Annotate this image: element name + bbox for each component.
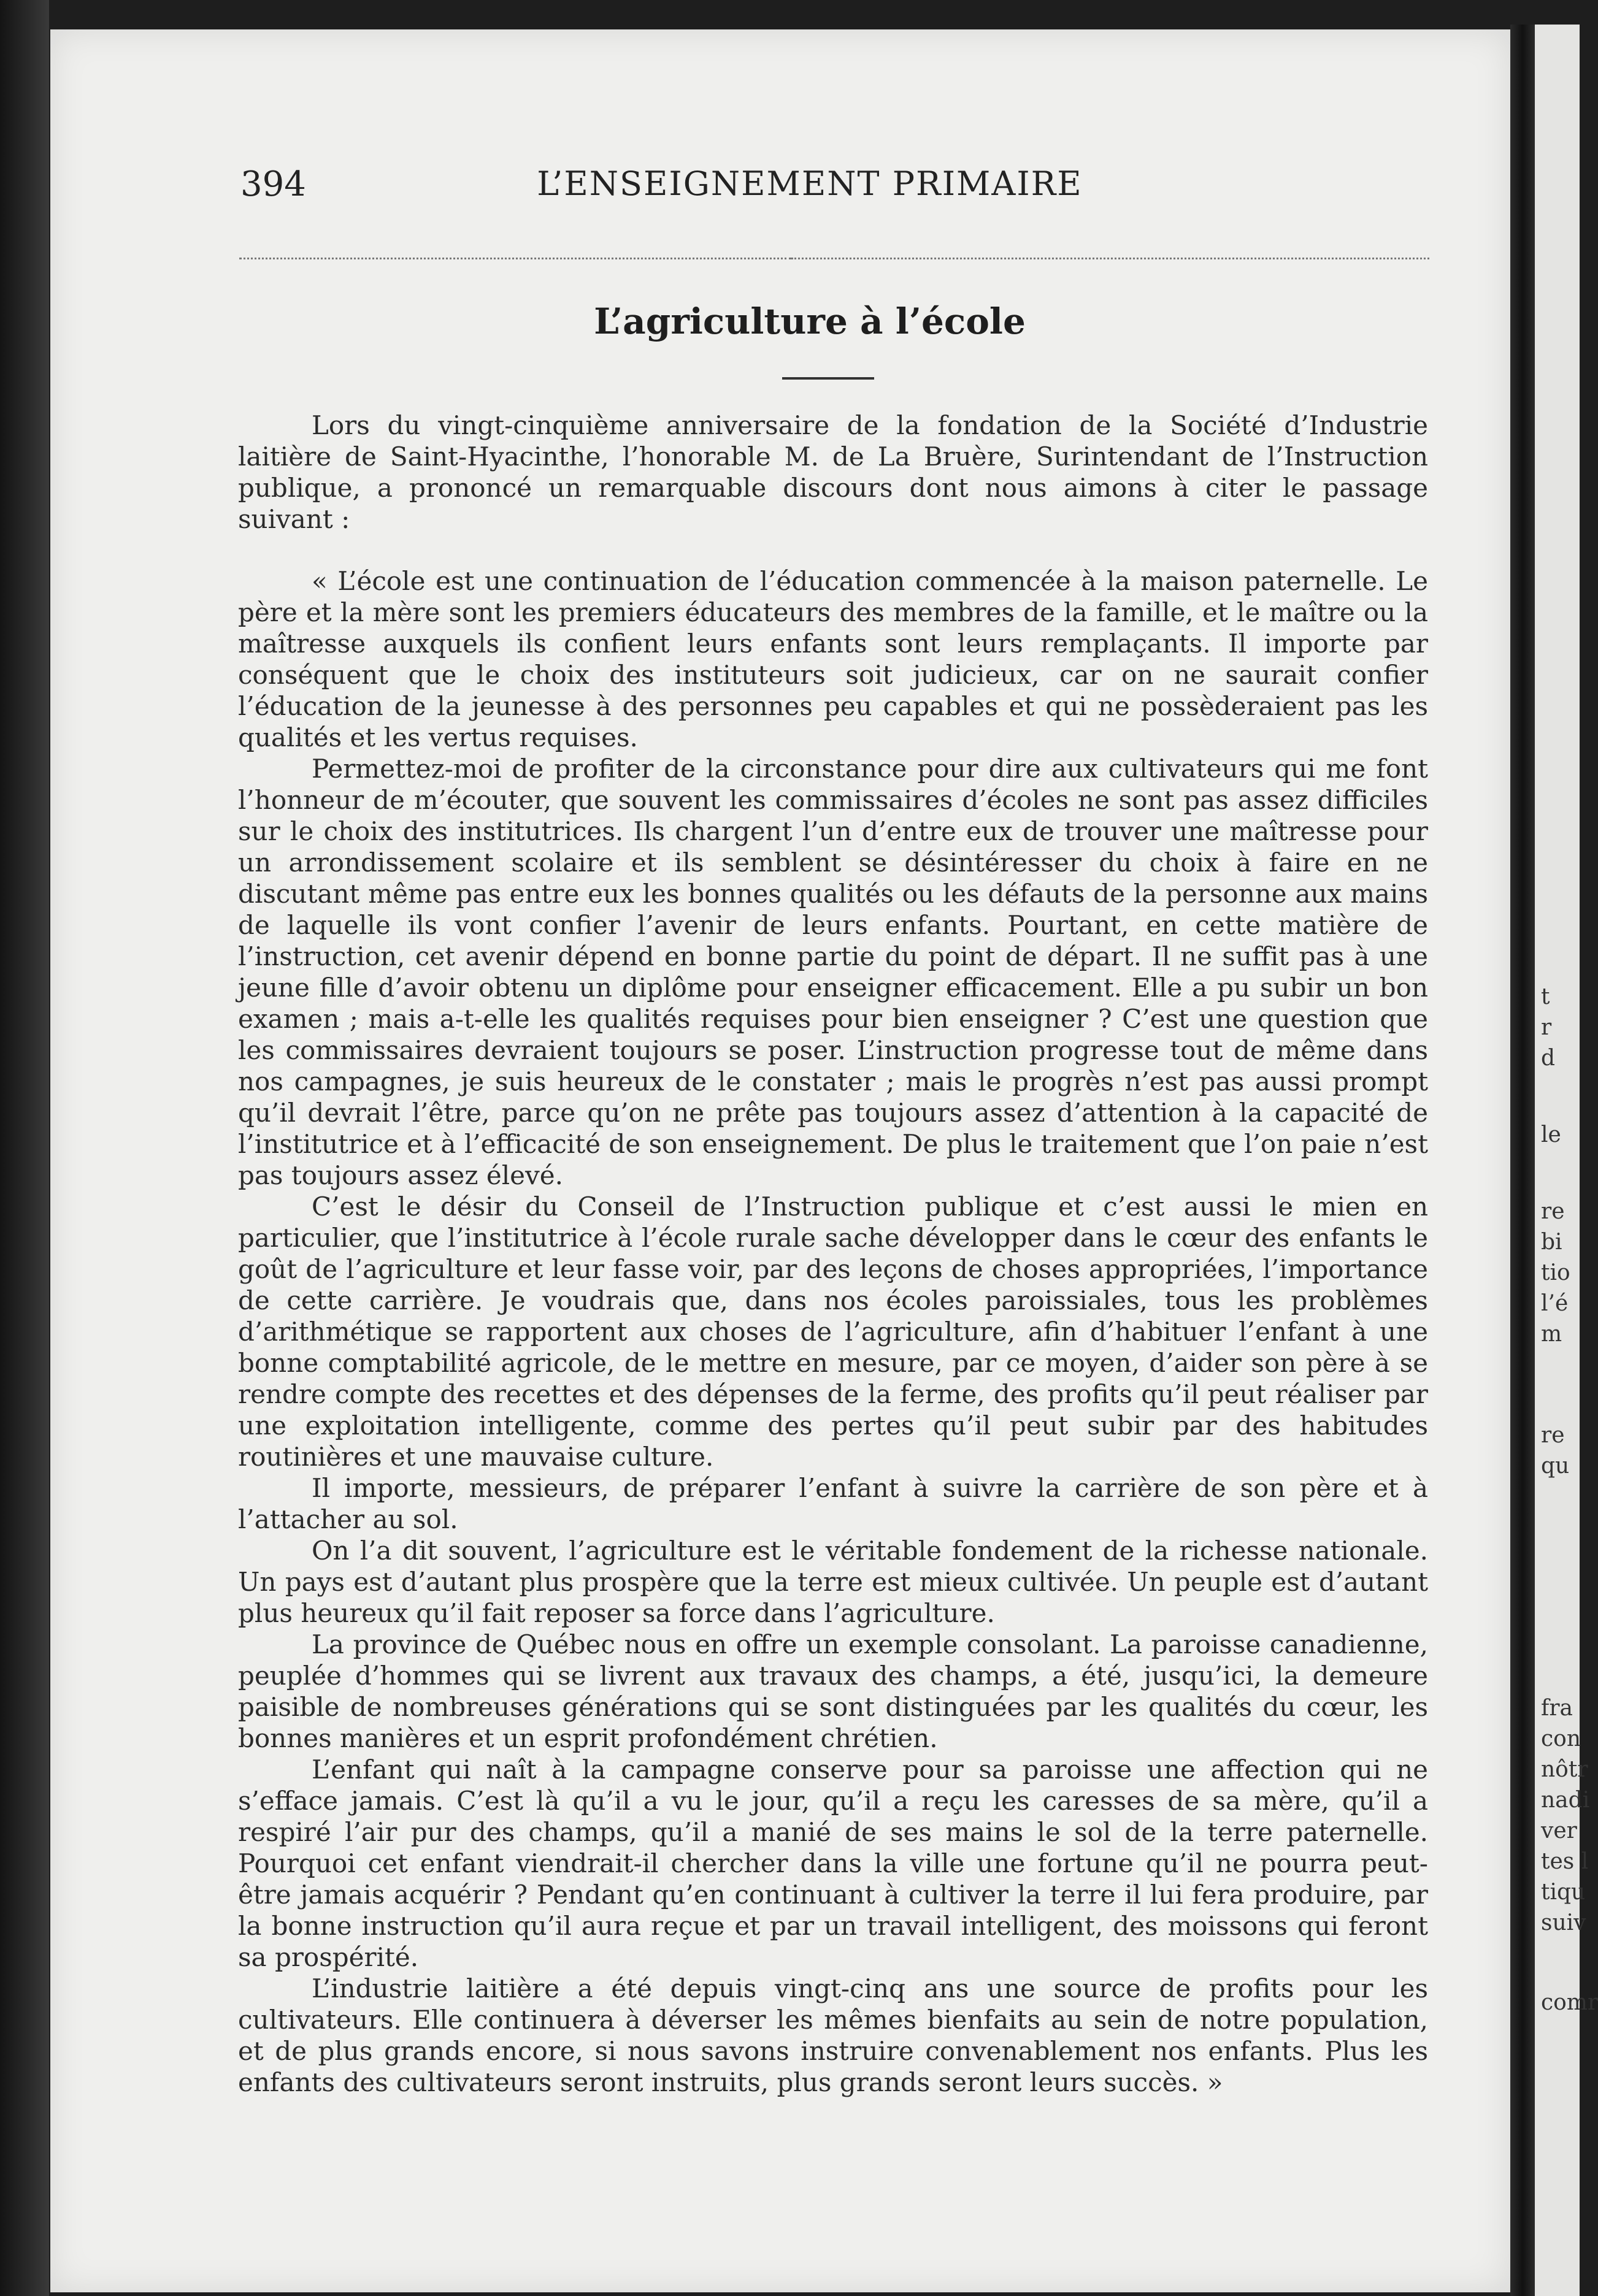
facing-page-fragment: tiqu	[1541, 1880, 1586, 1905]
facing-page-fragment: re	[1541, 1199, 1565, 1224]
article-title: L’agriculture à l’école	[594, 300, 1026, 342]
body-paragraph: L’industrie laitière a été depuis vingt-cinq ans une source de profits pour les cultivateurs. Elle continuera à déverser les mêmes bienfaits au sein de notre population, et de plus grands encore, si nous savons instruire convenablement nos enfants. Plus les enfants des cultivateurs seront instruits, plus grands seront leurs succès. »	[238, 1973, 1428, 2097]
scanner-frame-left	[0, 0, 49, 2296]
facing-page-fragment: tio	[1541, 1260, 1570, 1285]
intro-paragraph: Lors du vingt-cinquième anniversaire de la fondation de la Société d’Industrie laitière de Saint-Hyacinthe, l’honorable M. de La Bruère, Surintendant de l’Instruction publique, a prononcé un remarquable discours dont nous aimons à citer le passage suivant :	[238, 410, 1428, 534]
facing-page-fragment: m	[1541, 1322, 1562, 1347]
facing-page-fragment: l’é	[1541, 1291, 1569, 1316]
body-paragraph: « L’école est une continuation de l’éducation commencée à la maison paternelle. Le père et la mère sont les premiers éducateurs des membres de la famille, et le maître ou la maîtresse auxquels ils confient leurs enfants sont leurs remplaçants. Il importe par conséquent que le choix des instituteurs soit judicieux, car on ne saurait confier l’éducation de la jeunesse à des personnes peu capables et qui ne possèderaient pas les qualités et les vertus requises.	[238, 566, 1428, 752]
header-rule-left	[239, 258, 791, 259]
facing-page-fragment: suiv	[1541, 1910, 1586, 1935]
body-paragraph: C’est le désir du Conseil de l’Instruction publique et c’est aussi le mien en particulier, que l’institutrice à l’école rurale sache développer dans le cœur des enfants le goût de l’agriculture et leur fasse voir, par des leçons de choses appropriées, l’importance de cette carrière. Je voudrais que, dans nos écoles paroissiales, tous les problèmes d’arithmétique se rapportent aux choses de l’agriculture, afin d’habituer l’enfant à une bonne comptabilité agricole, de le mettre en mesure, par ce moyen, d’aider son père à se rendre compte des recettes et des dépenses de la ferme, des profits qu’il peut réaliser par une exploitation intelligente, comme des pertes qu’il peut subir par des habitudes routinières et une mauvaise culture.	[238, 1192, 1428, 1472]
body-paragraph: On l’a dit souvent, l’agriculture est le véritable fondement de la richesse nationale. Un pays est d’autant plus prospère que la terre est mieux cultivée. Un peuple est d’autant plus heureux qu’il fait reposer sa force dans l’agriculture.	[238, 1536, 1428, 1628]
book-gutter	[1510, 25, 1535, 2296]
title-rule	[782, 377, 874, 380]
facing-page-fragment: qu	[1541, 1453, 1570, 1479]
facing-page-fragment: t	[1541, 984, 1550, 1009]
facing-page-fragment: r	[1541, 1015, 1552, 1040]
facing-page-fragment: nôtr	[1541, 1757, 1588, 1782]
facing-page-fragment: fra	[1541, 1696, 1573, 1721]
facing-page-fragment: bi	[1541, 1230, 1562, 1255]
facing-page-fragment: tes l	[1541, 1849, 1589, 1874]
running-title: L’ENSEIGNEMENT PRIMAIRE	[537, 164, 1083, 203]
facing-page	[1535, 25, 1598, 2296]
body-paragraph: Il importe, messieurs, de préparer l’enfant à suivre la carrière de son père et à l’attacher au sol.	[238, 1473, 1428, 1534]
facing-page-fragment: nadi	[1541, 1788, 1590, 1813]
facing-page-fragment: con	[1541, 1726, 1581, 1751]
body-paragraph: L’enfant qui naît à la campagne conserve pour sa paroisse une affection qui ne s’efface jamais. C’est là qu’il a vu le jour, qu’il a reçu les caresses de sa mère, qu’il a respiré l’air pur des champs, qu’il a manié de ses mains le sol de la terre paternelle. Pourquoi cet enfant viendrait-il chercher dans la ville une fortune qu’il ne pourra peut-être jamais acquérir ? Pendant qu’en continuant à cultiver la terre il lui fera produire, par la bonne instruction qu’il aura reçue et par un travail intelligent, des moissons qui feront sa prospérité.	[238, 1755, 1428, 1972]
facing-page-fragment: le	[1541, 1122, 1561, 1147]
header-rule-right	[791, 258, 1429, 259]
facing-page-fragment: re	[1541, 1423, 1565, 1448]
article-body	[238, 410, 1428, 2098]
running-header	[190, 164, 1429, 220]
body-paragraph: La province de Québec nous en offre un exemple consolant. La paroisse canadienne, peuplée d’hommes qui se livrent aux travaux des champs, a été, jusqu’ici, la demeure paisible de nombreuses générations qui se sont distinguées par les qualités du cœur, les bonnes manières et un esprit profondément chrétien.	[238, 1629, 1428, 1753]
facing-page-fragment: d	[1541, 1046, 1556, 1071]
page-number: 394	[240, 164, 306, 204]
body-paragraph: Permettez-moi de profiter de la circonstance pour dire aux cultivateurs qui me font l’honneur de m’écouter, que souvent les commissaires d’écoles ne sont pas assez difficiles sur le choix des institutrices. Ils chargent l’un d’entre eux de trouver une maîtresse pour un arrondissement scolaire et ils semblent se désintéresser du choix à faire en ne discutant même pas entre eux les bonnes qualités ou les défauts de la personne aux mains de laquelle ils vont confier l’avenir de leurs enfants. Pourtant, en cette matière de l’instruction, cet avenir dépend en bonne partie du point de départ. Il ne suffit pas à une jeune fille d’avoir obtenu un diplôme pour enseigner efficacement. Elle a pu subir un bon examen ; mais a-t-elle les qualités requises pour bien enseigner ? C’est une question que les commissaires devraient toujours se poser. L’instruction progresse tout de même dans nos campagnes, je suis heureux de le constater ; mais le progrès n’est pas aussi prompt qu’il devrait l’être, parce qu’on ne prête pas toujours assez d’attention à la capacité de l’institutrice et à l’efficacité de son enseignement. De plus le traitement que l’on paie n’est pas toujours assez élevé.	[238, 754, 1428, 1190]
facing-page-fragment: comr	[1541, 1990, 1598, 2015]
facing-page-fragment: ver	[1541, 1818, 1577, 1843]
